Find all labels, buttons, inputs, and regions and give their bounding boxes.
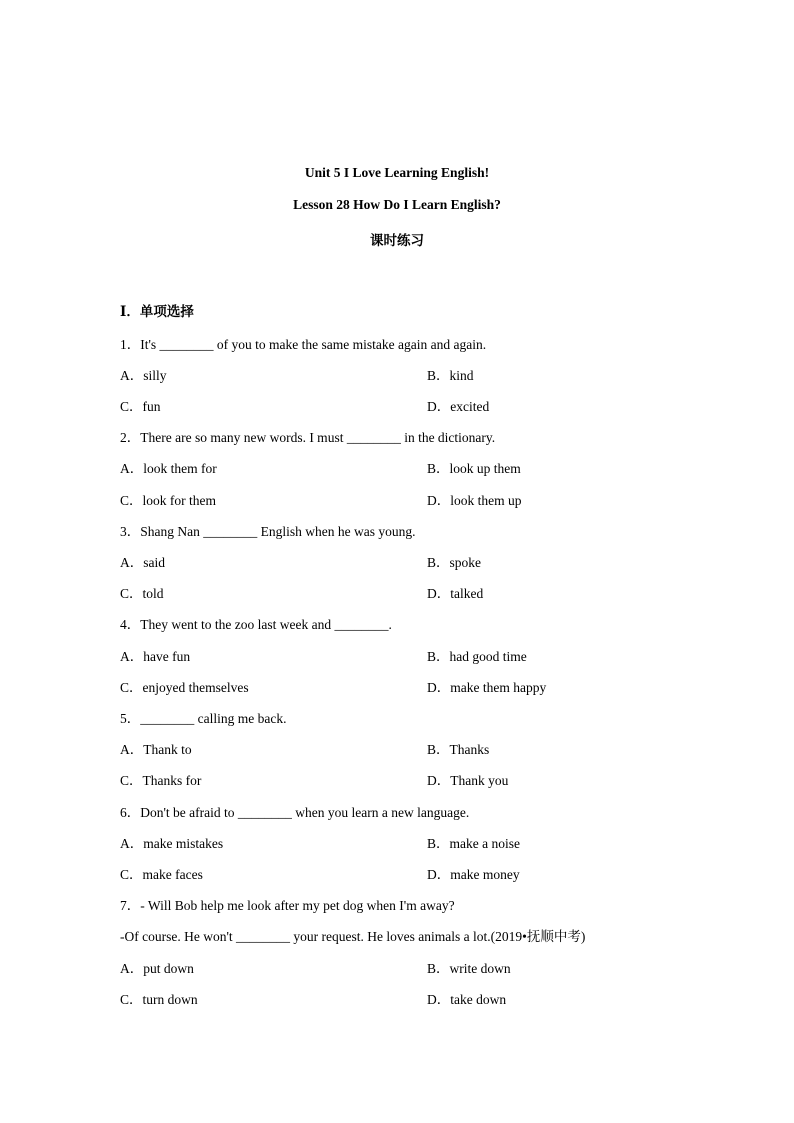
question-7-stem-line-2: -Of course. He won't ________ your request. He loves animals a lot.(2019•抚顺中考) <box>120 929 586 944</box>
question-7-option-d: D．take down <box>427 992 507 1007</box>
question-4-option-a: A．have fun <box>120 649 191 664</box>
question-2-option-c: C．look for them <box>120 493 216 508</box>
question-3-option-a: A．said <box>120 555 165 570</box>
question-1-option-b: B．kind <box>427 368 474 383</box>
question-1-option-a: A．silly <box>120 368 167 383</box>
unit-title: Unit 5 I Love Learning English! <box>304 165 490 180</box>
question-6-option-d: D．make money <box>427 867 520 882</box>
question-6-option-a: A．make mistakes <box>120 836 224 851</box>
question-2-option-a: A．look them for <box>120 461 217 476</box>
question-2-option-b: B．look up them <box>427 461 521 476</box>
question-3-option-c: C．told <box>120 586 164 601</box>
question-6-stem: 6．Don't be afraid to ________ when you learn a new language. <box>120 805 470 820</box>
question-5-option-d: D．Thank you <box>427 773 509 788</box>
question-6-option-b: B．make a noise <box>427 836 520 851</box>
page-subtitle: 课时练习 <box>370 233 424 248</box>
question-4-option-d: D．make them happy <box>427 680 547 695</box>
question-4-option-c: C．enjoyed themselves <box>120 680 249 695</box>
question-7-stem: 7．- Will Bob help me look after my pet dog when I'm away? <box>120 898 455 913</box>
question-7-option-a: A．put down <box>120 961 194 976</box>
question-7-option-c: C．turn down <box>120 992 198 1007</box>
section-title: Ⅰ．单项选择 <box>120 304 194 319</box>
question-5-stem: 5．________ calling me back. <box>120 711 287 726</box>
question-3-option-b: B．spoke <box>427 555 481 570</box>
question-2-option-d: D．look them up <box>427 493 522 508</box>
lesson-title: Lesson 28 How Do I Learn English? <box>293 197 501 212</box>
question-3-stem: 3．Shang Nan ________ English when he was young. <box>120 524 416 539</box>
question-4-option-b: B．had good time <box>427 649 527 664</box>
question-1-option-d: D．excited <box>427 399 490 414</box>
question-1-option-c: C．fun <box>120 399 161 414</box>
question-1-stem: 1．It's ________ of you to make the same mistake again and again. <box>120 337 487 352</box>
question-3-option-d: D．talked <box>427 586 484 601</box>
question-5-option-a: A．Thank to <box>120 742 192 757</box>
question-2-stem: 2．There are so many new words. I must ________ in the dictionary. <box>120 430 496 445</box>
question-5-option-b: B．Thanks <box>427 742 490 757</box>
question-6-option-c: C．make faces <box>120 867 203 882</box>
question-7-option-b: B．write down <box>427 961 511 976</box>
question-5-option-c: C．Thanks for <box>120 773 202 788</box>
question-4-stem: 4．They went to the zoo last week and ________. <box>120 617 392 632</box>
